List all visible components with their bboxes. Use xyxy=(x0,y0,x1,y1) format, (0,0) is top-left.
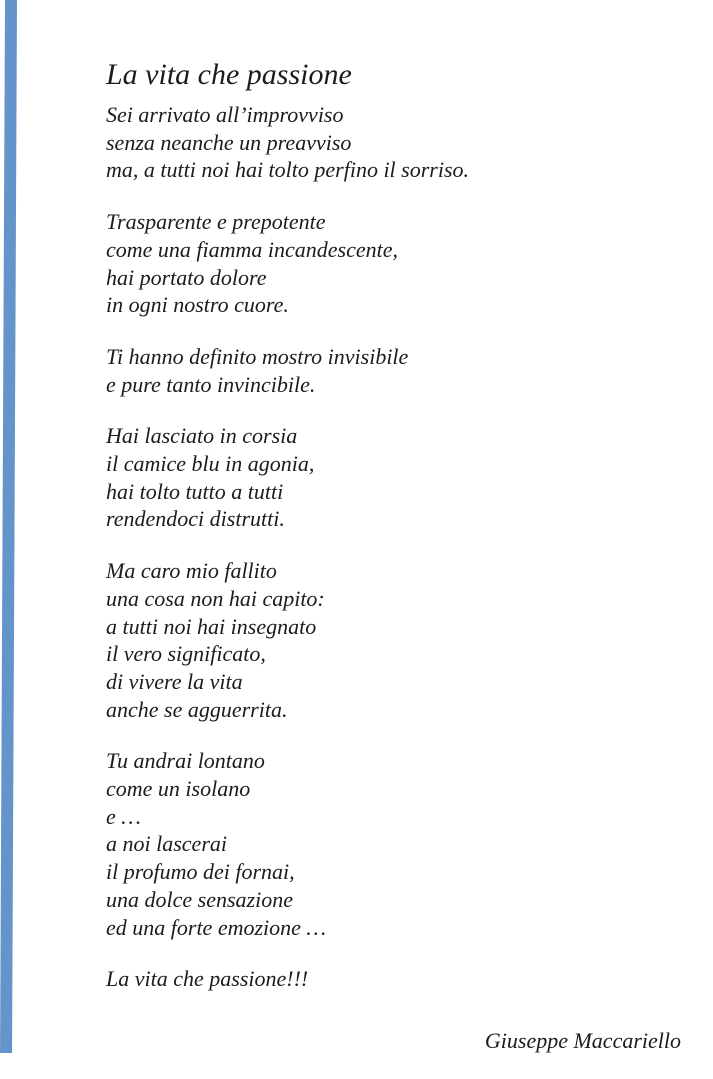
poem-line: ma, a tutti noi hai tolto perfino il sorriso. xyxy=(106,157,470,183)
poem-title: La vita che passione xyxy=(106,58,352,91)
poem-line: anche se agguerrita. xyxy=(106,696,288,722)
poem-line: come una fiamma incandescente, xyxy=(106,236,399,262)
poem-line: ed una forte emozione … xyxy=(106,914,326,940)
poem-line: Ti hanno definito mostro invisibile xyxy=(106,343,409,369)
poem-line: il vero significato, xyxy=(106,641,266,667)
stanza-6 xyxy=(106,747,469,941)
poem-line: rendendoci distrutti. xyxy=(106,506,285,532)
poem-line: Tu andrai lontano xyxy=(106,748,265,774)
poem-line: il camice blu in agonia, xyxy=(106,451,315,477)
poem-line: hai portato dolore xyxy=(106,264,267,290)
poem-line: il profumo dei fornai, xyxy=(106,859,295,885)
poem-line: una cosa non hai capito: xyxy=(106,585,325,611)
poem-line: una dolce sensazione xyxy=(106,886,293,912)
poem-line: in ogni nostro cuore. xyxy=(106,292,289,318)
poem-line: di vivere la vita xyxy=(106,668,243,694)
poem-line: come un isolano xyxy=(106,776,251,802)
poem-line: senza neanche un preavviso xyxy=(106,129,352,155)
poem-line: Hai lasciato in corsia xyxy=(106,423,298,449)
poem-line: a noi lascerai xyxy=(106,831,227,857)
author-signature: Giuseppe Maccariello xyxy=(484,1028,681,1053)
stanza-4 xyxy=(106,422,469,533)
poem-line: Ma caro mio fallito xyxy=(106,558,277,584)
left-accent-bar xyxy=(0,0,17,1053)
poem-line: Trasparente e prepotente xyxy=(106,209,326,235)
stanza-5 xyxy=(106,557,469,723)
poem-line: hai tolto tutto a tutti xyxy=(106,478,284,504)
poem-line: e … xyxy=(106,803,141,829)
closing-line: La vita che passione!!! xyxy=(106,966,309,992)
poem-content xyxy=(106,56,469,993)
poem-line: a tutti noi hai insegnato xyxy=(106,613,317,639)
stanza-2 xyxy=(106,208,469,319)
stanza-3 xyxy=(106,343,469,398)
stanza-1 xyxy=(106,101,469,184)
poem-line: e pure tanto invincibile. xyxy=(106,371,316,397)
poem-line: Sei arrivato all’improvviso xyxy=(106,102,344,127)
